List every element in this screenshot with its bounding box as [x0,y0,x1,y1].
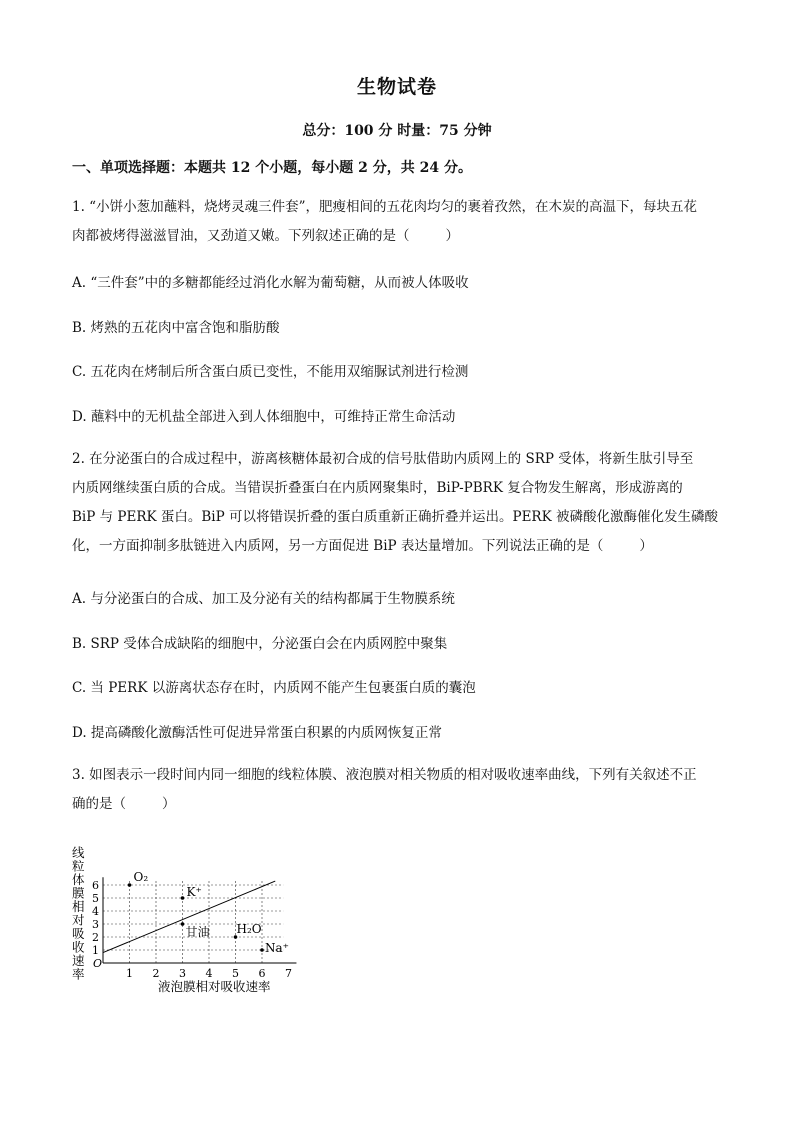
question-1-option-a: A. “三件套”中的多糖都能经过消化水解为葡萄糖，从而被人体吸收 [72,275,469,291]
question-2-option-d: D. 提高磷酸化激酶活性可促进异常蛋白积累的内质网恢复正常 [72,725,442,741]
question-2-line-1: 2. 在分泌蛋白的合成过程中，游离核糖体最初合成的信号肽借助内质网上的 SRP 受体，将新生肽引导至 [72,451,694,467]
section-heading: 一、单项选择题：本题共 12 个小题，每小题 2 分，共 24 分。 [72,160,472,176]
question-3-stem [72,761,724,819]
x-tick-label: 1 [126,967,133,980]
y-tick-label: 3 [92,918,99,931]
y-axis-label-char: 相 [72,899,85,914]
y-axis-label-char: 对 [72,912,85,928]
y-axis-label-char: 率 [72,966,85,982]
y-axis-label-char: 粒 [72,858,85,874]
x-tick-label: 7 [285,967,292,980]
question-2-line-2: 内质网继续蛋白质的合成。当错误折叠蛋白在内质网聚集时，BiP-PBRK 复合物发生解离，形成游离的 [72,480,683,496]
origin-label: O [93,957,103,970]
question-1-option-b: B. 烤熟的五花肉中富含饱和脂肪酸 [72,320,280,336]
y-axis-label-char: 收 [72,939,85,955]
question-2-line-4: 化，一方面抑制多肽链进入内质网，另一方面促进 BiP 表达量增加。下列说法正确的是（ ） [72,538,653,554]
y-axis-label-char: 膜 [72,885,85,901]
question-3-line-2: 确的是（ ） [72,796,176,812]
data-point [128,883,132,887]
y-tick-label: 5 [92,892,99,905]
y-axis-label-char: 体 [72,872,85,887]
y-tick-label: 4 [92,905,99,918]
data-point [260,948,264,952]
data-point [181,922,185,926]
question-1-line-2: 肉都被烤得滋滋冒油，又劲道又嫩。下列叙述正确的是（ ） [72,228,459,244]
data-point-label: K⁺ [186,885,202,899]
question-2-stem [72,445,724,561]
absorption-rate-chart [70,845,310,995]
question-1-option-c: C. 五花肉在烤制后所含蛋白质已变性，不能用双缩脲试剂进行检测 [72,364,469,380]
exam-meta: 总分：100 分 时量：75 分钟 [302,123,492,139]
y-tick-label: 2 [92,931,99,944]
question-2-line-3: BiP 与 PERK 蛋白。BiP 可以将错误折叠的蛋白质重新正确折叠并运出。PERK 被磷酸化激酶催化发生磷酸 [72,509,718,525]
data-point-label: H₂O [236,922,262,936]
y-axis-label-char: 速 [72,953,85,968]
x-axis-label: 液泡膜相对吸收速率 [158,979,271,994]
x-tick-label: 6 [258,967,266,980]
question-1-stem [72,193,724,251]
question-2-option-b: B. SRP 受体合成缺陷的细胞中，分泌蛋白会在内质网腔中聚集 [72,636,448,652]
data-point-label: Na⁺ [265,941,289,955]
question-1-line-1: 1. “小饼小葱加蘸料，烧烤灵魂三件套”，肥瘦相间的五花肉均匀的裹着孜然，在木炭的高温下，每块五花 [72,199,697,215]
question-2-option-c: C. 当 PERK 以游离状态存在时，内质网不能产生包裹蛋白质的囊泡 [72,680,476,696]
x-tick-label: 2 [152,967,160,980]
data-point-label: 甘油 [185,925,210,939]
y-axis-label-char: 线 [72,845,85,860]
question-1-option-d: D. 蘸料中的无机盐全部进入到人体细胞中，可维持正常生命活动 [72,409,456,425]
x-tick-label: 4 [205,967,213,980]
y-tick-label: 6 [92,879,99,892]
page-title: 生物试卷 [356,76,437,98]
question-3-line-1: 3. 如图表示一段时间内同一细胞的线粒体膜、液泡膜对相关物质的相对吸收速率曲线，下列有关叙述不正 [72,767,697,783]
x-tick-label: 3 [179,967,186,980]
data-point-label: O₂ [133,870,149,884]
x-tick-label: 5 [232,967,239,980]
data-point [181,896,185,900]
y-tick-label: 1 [92,944,99,957]
question-2-option-a: A. 与分泌蛋白的合成、加工及分泌有关的结构都属于生物膜系统 [72,591,455,607]
y-axis-label-char: 吸 [72,926,85,941]
